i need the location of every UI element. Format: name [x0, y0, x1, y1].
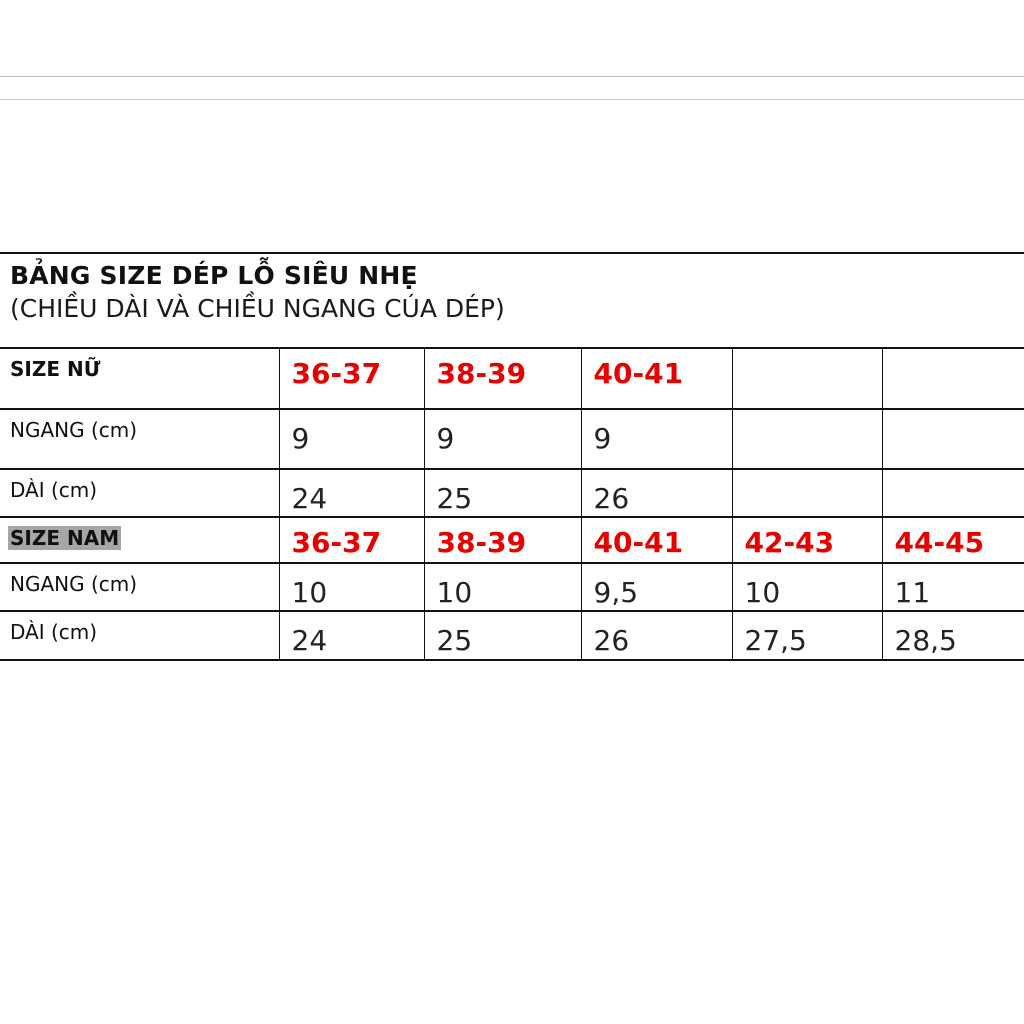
size-cell [581, 349, 732, 409]
top-divider [0, 76, 1024, 77]
value-cell [732, 563, 882, 611]
value-cell [424, 409, 581, 469]
size-cell [424, 349, 581, 409]
size-cell [581, 517, 732, 563]
row-label-women-size: SIZE NỮ [10, 357, 101, 381]
table-row-women-size [0, 349, 1024, 409]
row-label-cell [0, 517, 279, 563]
value-cell [882, 611, 1024, 660]
row-label-men-size: SIZE NAM [10, 526, 120, 550]
value-cell [424, 611, 581, 660]
row-label-cell [0, 563, 279, 611]
value-cell [279, 563, 424, 611]
value-cell [581, 409, 732, 469]
table-row-men-size [0, 517, 1024, 563]
size-cell [279, 349, 424, 409]
table-row-men-length [0, 611, 1024, 660]
value-cell [424, 469, 581, 517]
value-cell [882, 469, 1024, 517]
size-value: 38-39 [436, 357, 527, 390]
value-cell [279, 409, 424, 469]
width-value: 9 [436, 422, 455, 455]
second-divider [0, 99, 1024, 100]
value-cell [581, 469, 732, 517]
table-title: BẢNG SIZE DÉP LỖ SIÊU NHẸ [10, 261, 418, 290]
length-value: 27,5 [744, 624, 807, 657]
width-value: 10 [291, 576, 328, 609]
value-cell [424, 563, 581, 611]
size-cell [732, 349, 882, 409]
width-value: 10 [436, 576, 473, 609]
row-label-cell [0, 349, 279, 409]
value-cell [581, 611, 732, 660]
size-value: 40-41 [593, 357, 684, 390]
size-cell [279, 517, 424, 563]
table-row-men-width [0, 563, 1024, 611]
size-cell [882, 517, 1024, 563]
length-value: 26 [593, 482, 630, 515]
length-value: 24 [291, 482, 328, 515]
table-row-women-width [0, 409, 1024, 469]
width-value: 10 [744, 576, 781, 609]
width-value: 9 [291, 422, 310, 455]
size-value: 44-45 [894, 526, 985, 559]
width-value: 9 [593, 422, 612, 455]
row-label-width: NGANG (cm) [10, 572, 138, 596]
row-label-width: NGANG (cm) [10, 418, 138, 442]
value-cell [882, 409, 1024, 469]
size-cell [882, 349, 1024, 409]
length-value: 26 [593, 624, 630, 657]
value-cell [581, 563, 732, 611]
value-cell [732, 611, 882, 660]
value-cell [279, 611, 424, 660]
length-value: 25 [436, 624, 473, 657]
width-value: 9,5 [593, 576, 639, 609]
size-value: 42-43 [744, 526, 835, 559]
table-row-women-length [0, 469, 1024, 517]
value-cell [732, 409, 882, 469]
size-grid [0, 349, 1024, 661]
size-value: 40-41 [593, 526, 684, 559]
size-cell [424, 517, 581, 563]
row-label-cell [0, 409, 279, 469]
length-value: 24 [291, 624, 328, 657]
length-value: 28,5 [894, 624, 957, 657]
row-label-cell [0, 611, 279, 660]
value-cell [732, 469, 882, 517]
value-cell [279, 469, 424, 517]
row-label-length: DÀI (cm) [10, 620, 98, 644]
size-value: 36-37 [291, 357, 382, 390]
value-cell [882, 563, 1024, 611]
size-chart-table [0, 252, 1024, 661]
size-value: 36-37 [291, 526, 382, 559]
table-subtitle: (CHIỀU DÀI VÀ CHIỀU NGANG CÚA DÉP) [10, 294, 505, 323]
size-value: 38-39 [436, 526, 527, 559]
row-label-cell [0, 469, 279, 517]
table-title-block [0, 254, 1024, 349]
row-label-length: DÀI (cm) [10, 478, 98, 502]
width-value: 11 [894, 576, 931, 609]
length-value: 25 [436, 482, 473, 515]
size-cell [732, 517, 882, 563]
